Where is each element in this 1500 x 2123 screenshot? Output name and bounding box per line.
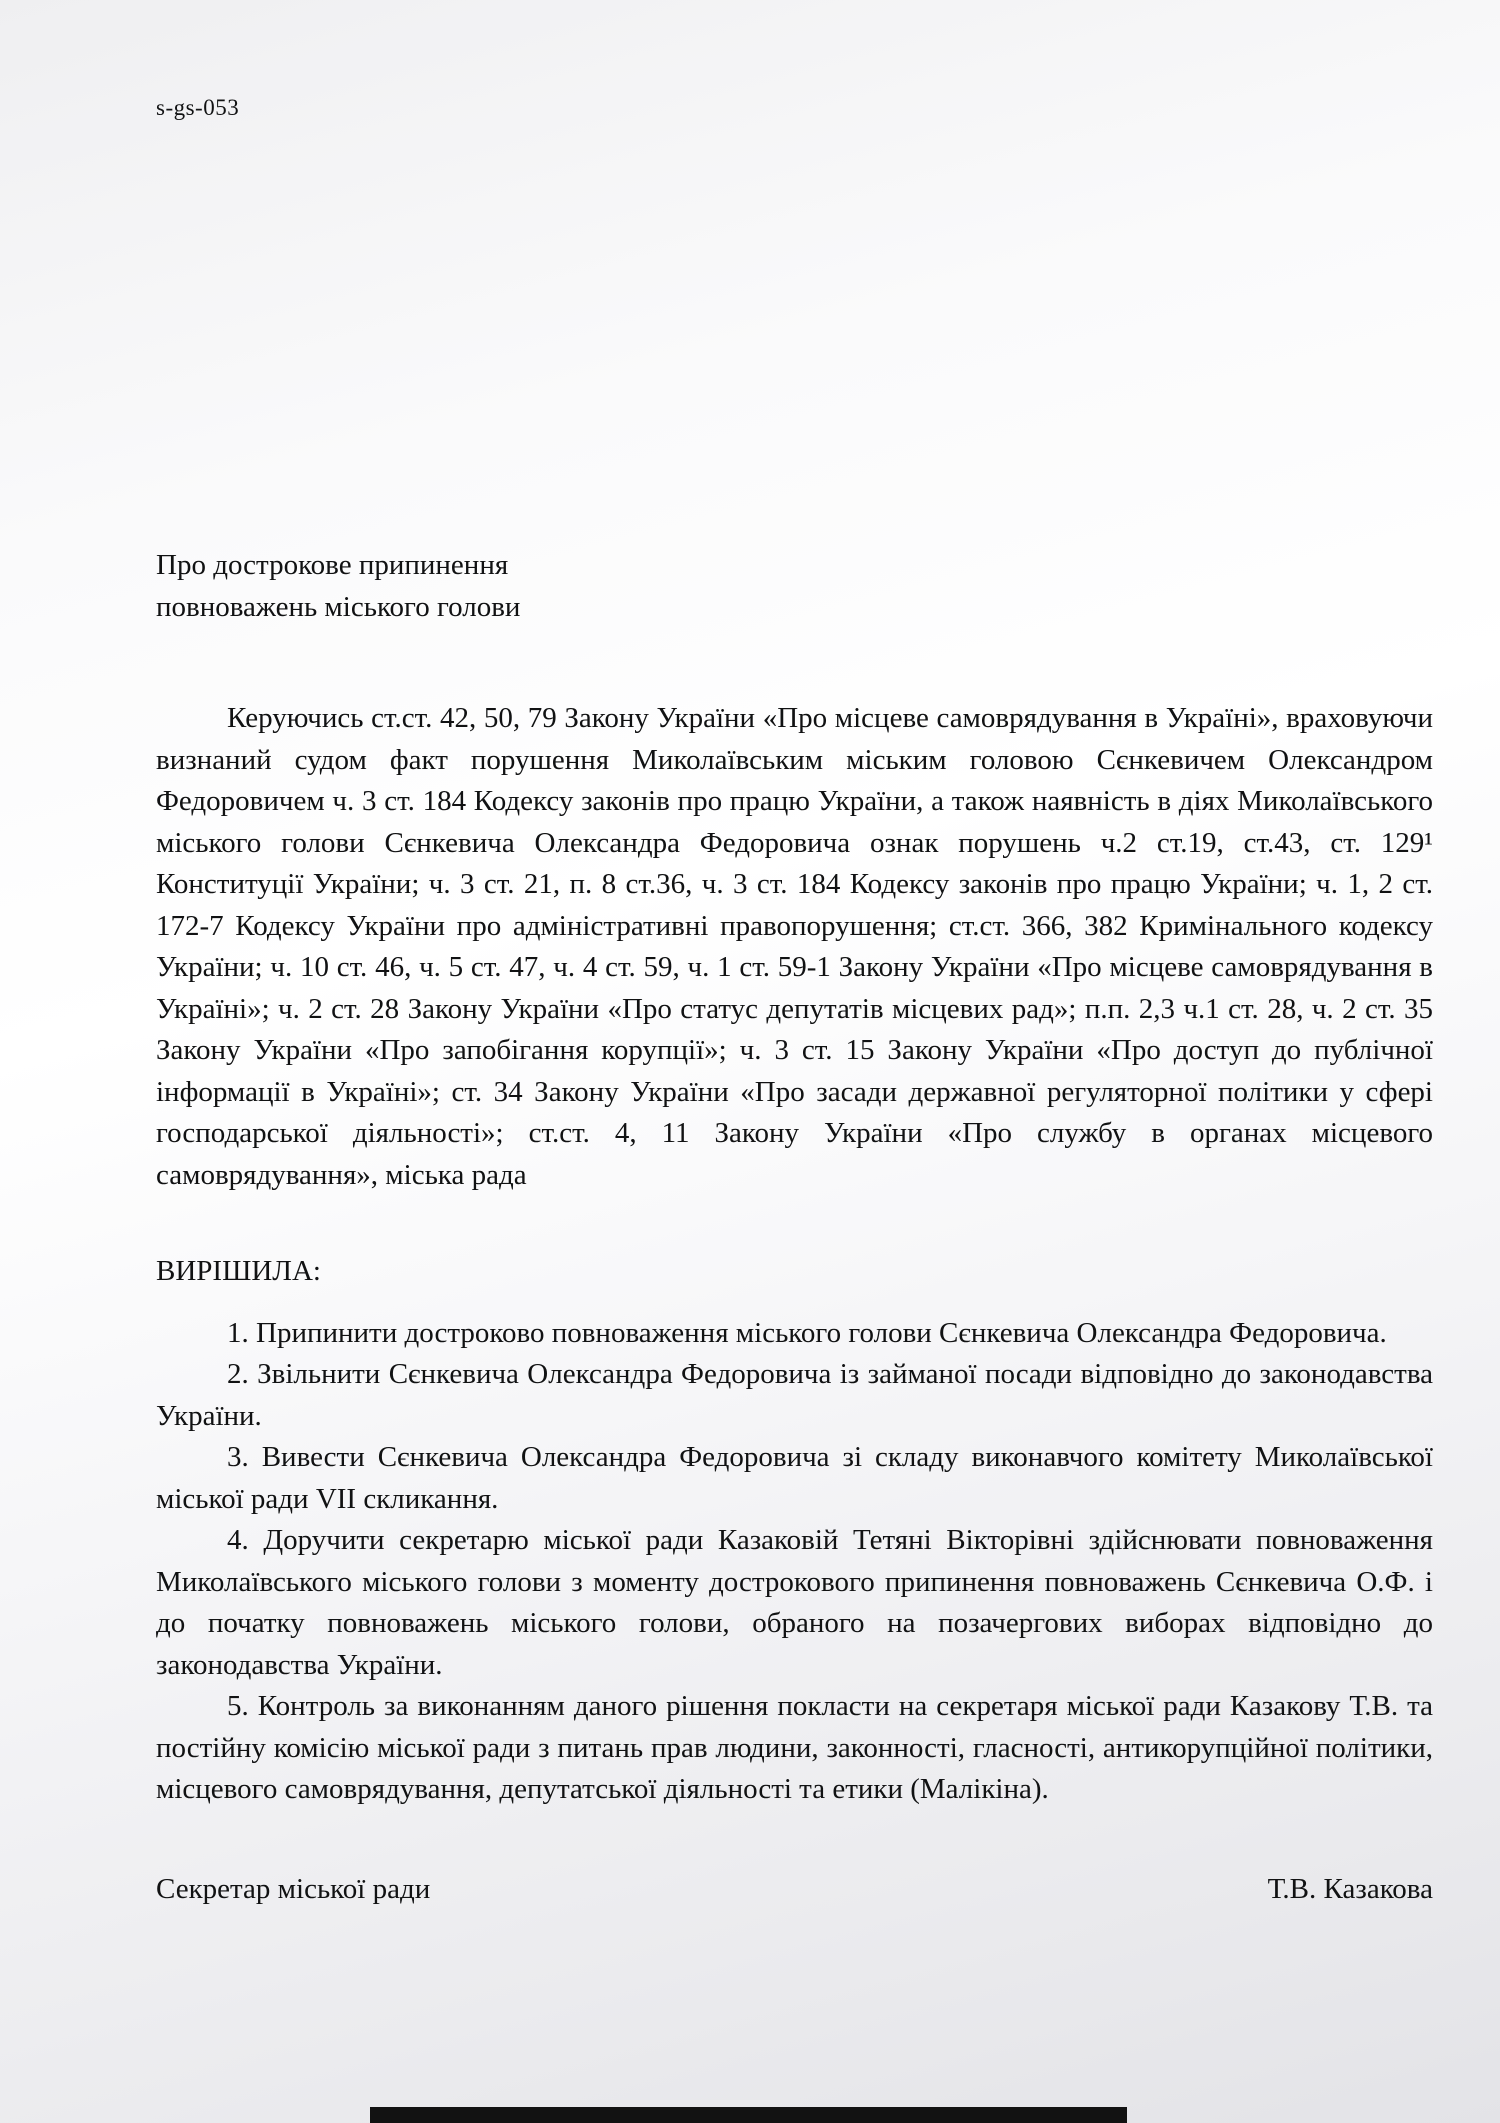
resolution-heading: ВИРІШИЛА: <box>156 1255 321 1287</box>
document-title <box>156 545 1433 628</box>
resolution-items <box>156 1313 1433 1811</box>
signature-person-name: Т.В. Казакова <box>1267 1872 1433 1905</box>
document-code: s-gs-053 <box>156 95 240 120</box>
preamble-paragraph: Керуючись ст.ст. 42, 50, 79 Закону України «Про місцеве самоврядування в Україні», враховуючи визнаний судом факт порушення Миколаївським міським головою Сєнкевичем Олександром Федоровичем ч. 3 ст. 184 Кодексу законів про працю України, а також наявність в діях Миколаївського міського голови Сєнкевича Олександра Федоровича ознак порушень ч.2 ст.19, ст.43, ст. 129¹ Конституції України; ч. 3 ст. 21, п. 8 ст.36, ч. 3 ст. 184 Кодексу законів про працю України; ч. 1, 2 ст. 172-7 Кодексу України про адміністративні правопорушення; ст.ст. 366, 382 Кримінального кодексу України; ч. 10 ст. 46, ч. 5 ст. 47, ч. 4 ст. 59, ч. 1 ст. 59-1 Закону України «Про місцеве самоврядування в Україні»; ч. 2 ст. 28 Закону України «Про статус депутатів місцевих рад»; п.п. 2,3 ч.1 ст. 28, ч. 2 ст. 35 Закону України «Про запобігання корупції»; ч. 3 ст. 15 Закону України «Про доступ до публічної інформації в Україні»; ст. 34 Закону України «Про засади державної регуляторної політики у сфері господарської діяльності»; ст.ст. 4, 11 Закону України «Про службу в органах місцевого самоврядування», міська рада <box>156 702 1433 1191</box>
document-title-line-2: повноважень міського голови <box>156 590 521 623</box>
document-title-line-1: Про дострокове припинення <box>156 549 509 581</box>
signature-row <box>156 1869 1433 1911</box>
resolution-item-4: 4. Доручити секретарю міської ради Казаковій Тетяні Вікторівні здійснювати повноваження Миколаївського міського голови з моменту дострокового припинення повноважень Сєнкевича О.Ф. і до початку повноважень міського голови, обраного на позачергових виборах відповідно до законодавства України. <box>156 1524 1433 1681</box>
bottom-black-bar <box>370 2107 1127 2123</box>
signature-position-title: Секретар міської ради <box>156 1872 431 1905</box>
resolution-item-5: 5. Контроль за виконанням даного рішення покласти на секретаря міської ради Казакову Т.В. та постійну комісію міської ради з питань прав людини, законності, гласності, антикорупційної політики, місцевого самоврядування, депутатської діяльності та етики (Малікіна). <box>156 1690 1433 1805</box>
resolution-item-1: 1. Припинити достроково повноваження міського голови Сєнкевича Олександра Федоровича. <box>227 1316 1387 1349</box>
document-body <box>156 545 1433 1910</box>
resolution-item-2: 2. Звільнити Сєнкевича Олександра Федоровича із займаної посади відповідно до законодавства України. <box>156 1358 1433 1432</box>
resolution-item-3: 3. Вивести Сєнкевича Олександра Федоровича зі складу виконавчого комітету Миколаївської міської ради VII скликання. <box>156 1441 1433 1515</box>
